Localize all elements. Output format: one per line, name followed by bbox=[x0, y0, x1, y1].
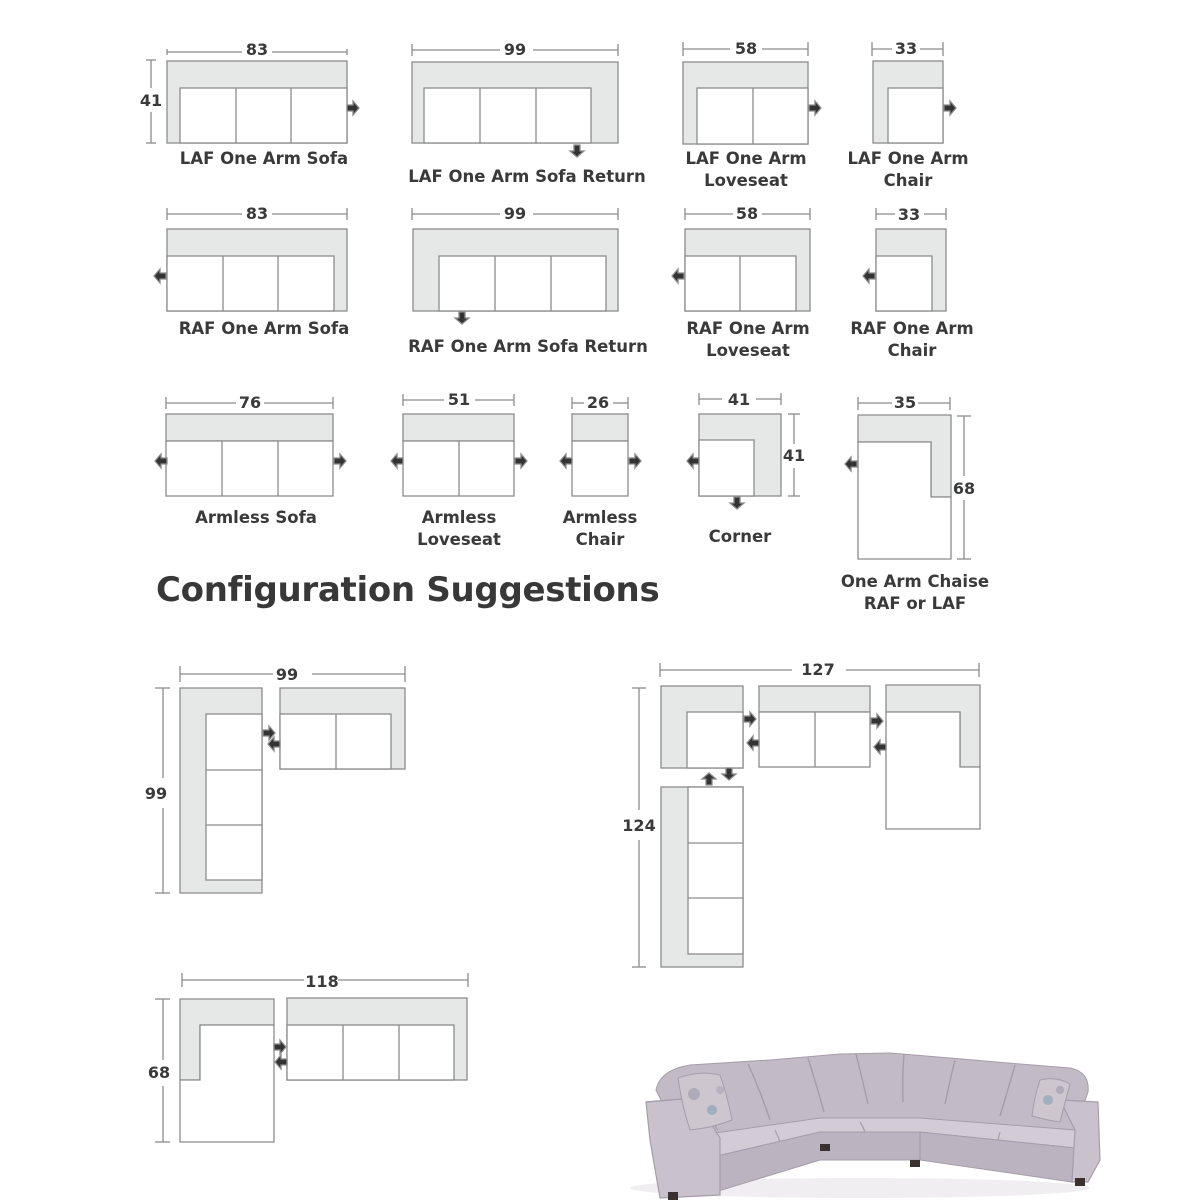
arrow-down-icon bbox=[455, 312, 469, 324]
piece-one-arm-chaise bbox=[858, 397, 971, 559]
piece-label: Corner bbox=[708, 527, 772, 546]
arrow-right-icon bbox=[744, 712, 756, 726]
piece-label: LAF One Arm Loveseat bbox=[685, 149, 807, 190]
piece-label: Armless Chair bbox=[562, 508, 638, 549]
arrow-right-icon bbox=[629, 454, 641, 468]
arrow-right-icon bbox=[944, 101, 956, 115]
dimension-width: 99 bbox=[503, 40, 527, 59]
piece-label: One Arm Chaise RAF or LAF bbox=[840, 572, 990, 613]
dimension-width: 58 bbox=[735, 204, 759, 223]
config-width: 99 bbox=[275, 665, 299, 684]
arrow-right-icon bbox=[515, 454, 527, 468]
arrow-left-icon bbox=[845, 457, 857, 471]
piece-raf-one-arm-loveseat bbox=[685, 208, 810, 311]
arrow-left-icon bbox=[863, 269, 875, 283]
arrow-right-icon bbox=[347, 101, 359, 115]
config-chaise-118x68 bbox=[155, 973, 468, 1142]
arrow-down-icon bbox=[722, 768, 736, 780]
piece-label: LAF One Arm Chair bbox=[847, 149, 969, 190]
dimension-depth: 68 bbox=[952, 479, 976, 498]
piece-label: Armless Loveseat bbox=[417, 508, 501, 549]
arrow-down-icon bbox=[730, 497, 744, 509]
dimension-width: 83 bbox=[245, 204, 269, 223]
piece-laf-one-arm-sofa bbox=[146, 49, 347, 143]
piece-label: RAF One Arm Chair bbox=[850, 319, 974, 360]
piece-label: RAF One Arm Sofa Return bbox=[408, 337, 648, 356]
arrow-left-icon bbox=[275, 1055, 287, 1069]
arrow-left-icon bbox=[560, 454, 572, 468]
piece-label: RAF One Arm Sofa bbox=[178, 319, 350, 338]
piece-label: LAF One Arm Sofa bbox=[179, 149, 349, 168]
dimension-width: 58 bbox=[734, 39, 758, 58]
arrow-left-icon bbox=[687, 454, 699, 468]
arrow-right-icon bbox=[334, 454, 346, 468]
dimension-depth: 41 bbox=[782, 446, 806, 465]
piece-label: LAF One Arm Sofa Return bbox=[408, 167, 646, 186]
arrow-left-icon bbox=[874, 740, 886, 754]
dimension-width: 41 bbox=[727, 390, 751, 409]
dimension-width: 83 bbox=[245, 40, 269, 59]
dimension-width: 33 bbox=[897, 205, 921, 224]
arrow-right-icon bbox=[274, 1040, 286, 1054]
section-title: Configuration Suggestions bbox=[156, 570, 660, 610]
config-depth: 99 bbox=[144, 784, 168, 803]
arrow-left-icon bbox=[391, 454, 403, 468]
config-l-99x99 bbox=[155, 666, 405, 893]
piece-label: RAF One Arm Loveseat bbox=[686, 319, 810, 360]
arrow-left-icon bbox=[747, 736, 759, 750]
dimension-width: 99 bbox=[503, 204, 527, 223]
config-depth: 68 bbox=[147, 1063, 171, 1082]
arrow-down-icon bbox=[570, 145, 584, 157]
config-u-127x124 bbox=[632, 663, 980, 967]
piece-label: Armless Sofa bbox=[195, 508, 317, 527]
dimension-width: 26 bbox=[586, 393, 610, 412]
dimension-width: 35 bbox=[893, 393, 917, 412]
arrow-up-icon bbox=[702, 773, 716, 785]
piece-armless-loveseat bbox=[403, 394, 514, 496]
sectional-sofa-photo bbox=[620, 1020, 1120, 1200]
config-width: 118 bbox=[305, 972, 339, 991]
arrow-right-icon bbox=[871, 714, 883, 728]
dimension-width: 76 bbox=[238, 393, 262, 412]
piece-raf-one-arm-sofa-return bbox=[412, 208, 618, 311]
arrow-left-icon bbox=[155, 454, 167, 468]
config-depth: 124 bbox=[622, 816, 656, 835]
config-width: 127 bbox=[801, 660, 835, 679]
dimension-depth: 41 bbox=[139, 91, 163, 110]
dimension-width: 51 bbox=[447, 390, 471, 409]
arrow-left-icon bbox=[154, 269, 166, 283]
piece-raf-one-arm-sofa bbox=[167, 208, 347, 311]
dimension-width: 33 bbox=[894, 39, 918, 58]
arrow-right-icon bbox=[809, 101, 821, 115]
arrow-left-icon bbox=[672, 269, 684, 283]
